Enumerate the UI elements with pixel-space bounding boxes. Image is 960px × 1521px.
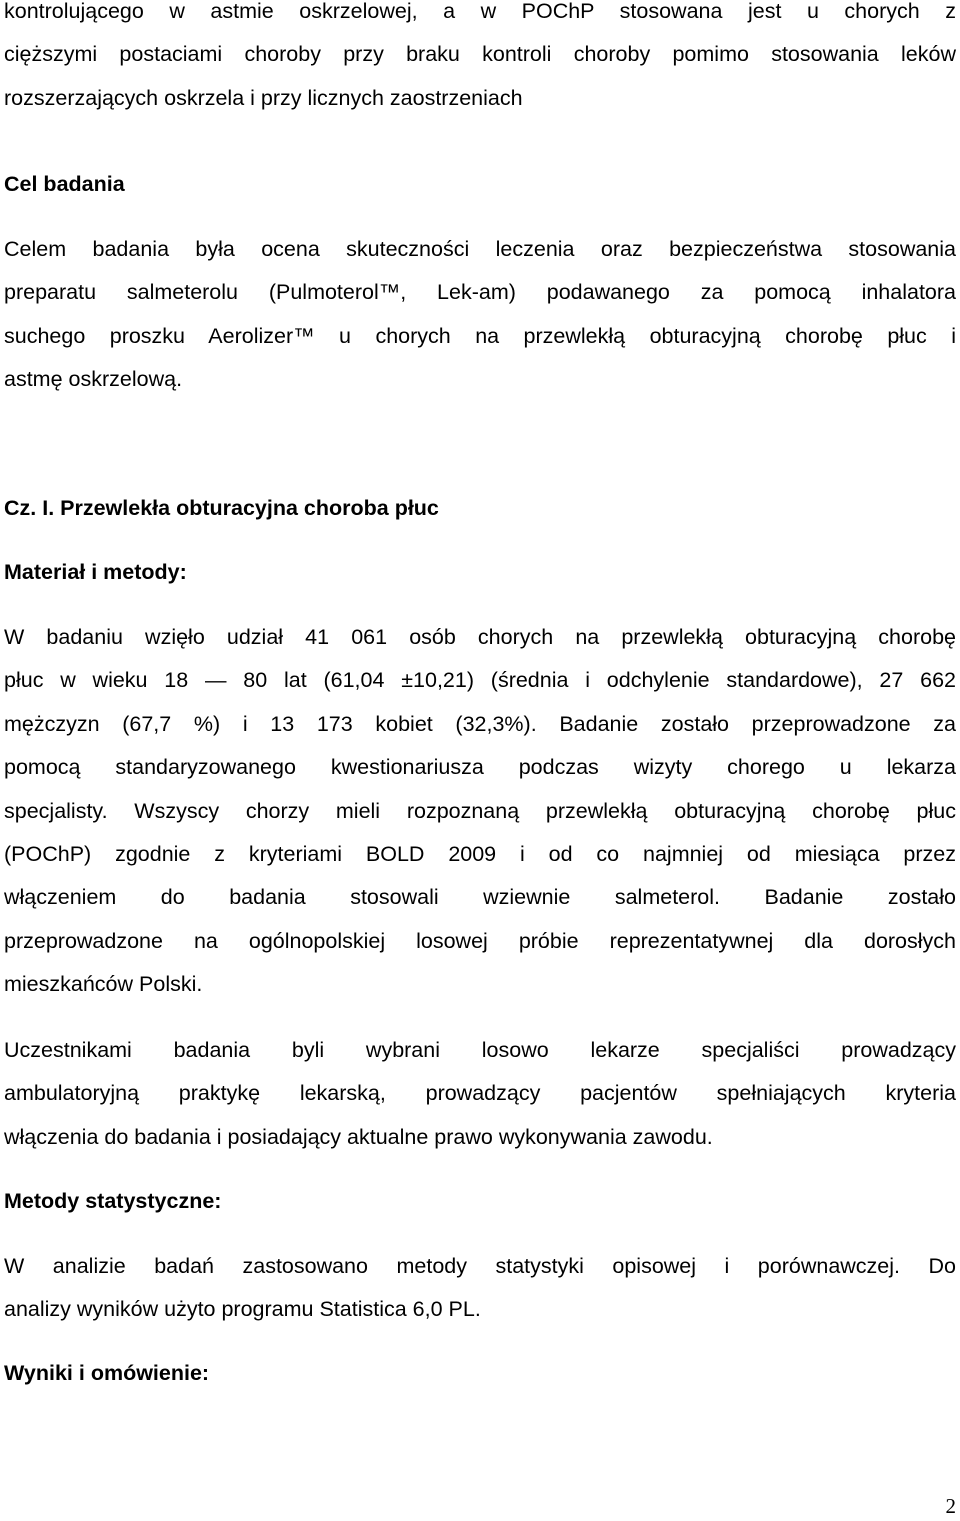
page-number: 2	[945, 1494, 956, 1518]
methods-p1-line-6: (POChP) zgodnie z kryteriami BOLD 2009 i od co najmniej od miesiąca przez	[4, 842, 956, 867]
intro-line-2: cięższymi postaciami choroby przy braku kontroli choroby pomimo stosowania leków	[4, 42, 956, 67]
methods-p1-line-1: W badaniu wzięło udział 41 061 osób chorych na przewlekłą obturacyjną chorobę	[4, 625, 956, 649]
intro-line-3: rozszerzających oskrzela i przy licznych zaostrzeniach	[4, 85, 523, 110]
methods-paragraph-1	[4, 616, 956, 1007]
intro-paragraph	[4, 0, 956, 120]
methods-p2-line-2: ambulatoryjną praktykę lekarską, prowadzący pacjentów spełniających kryteria	[4, 1081, 956, 1106]
results-heading: Wyniki i omówienie:	[4, 1361, 210, 1385]
document-page	[4, 0, 956, 1521]
methods-p1-line-9: mieszkańców Polski.	[4, 972, 203, 997]
methods-p1-line-5: specjalisty. Wszyscy chorzy mieli rozpoznaną przewlekłą obturacyjną chorobę płuc	[4, 798, 956, 823]
methods-p1-line-4: pomocą standaryzowanego kwestionariusza podczas wizyty chorego u lekarza	[4, 755, 956, 780]
aim-line-1: Celem badania była ocena skuteczności leczenia oraz bezpieczeństwa stosowania	[4, 237, 956, 261]
aim-paragraph	[4, 228, 956, 402]
methods-p1-line-8: przeprowadzone na ogólnopolskiej losowej próbie reprezentatywnej dla dorosłych	[4, 928, 956, 953]
part-heading: Cz. I. Przewlekła obturacyjna choroba płuc	[4, 496, 439, 520]
methods-paragraph-2	[4, 1029, 956, 1159]
aim-heading: Cel badania	[4, 172, 125, 196]
aim-line-3: suchego proszku Aerolizer™ u chorych na przewlekłą obturacyjną chorobę płuc i	[4, 323, 956, 348]
methods-p1-line-3: mężczyzn (67,7 %) i 13 173 kobiet (32,3%). Badanie zostało przeprowadzone za	[4, 711, 956, 736]
methods-p1-line-7: włączeniem do badania stosowali wziewnie salmeterol. Badanie zostało	[4, 885, 956, 910]
methods-p1-line-2: płuc w wieku 18 — 80 lat (61,04 ±10,21) (średnia i odchylenie standardowe), 27 662	[4, 668, 956, 693]
aim-line-2: preparatu salmeterolu (Pulmoterol™, Lek-am) podawanego za pomocą inhalatora	[4, 280, 956, 305]
statistics-paragraph	[4, 1245, 956, 1332]
methods-p2-line-3: włączenia do badania i posiadający aktualne prawo wykonywania zawodu.	[4, 1124, 713, 1149]
intro-line-1: kontrolującego w astmie oskrzelowej, a w POChP stosowana jest u chorych z	[4, 0, 956, 23]
methods-heading: Materiał i metody:	[4, 560, 187, 584]
aim-line-4: astmę oskrzelową.	[4, 367, 183, 392]
statistics-line-1: W analizie badań zastosowano metody statystyki opisowej i porównawczej. Do	[4, 1254, 956, 1278]
methods-p2-line-1: Uczestnikami badania byli wybrani losowo lekarze specjaliści prowadzący	[4, 1038, 956, 1062]
statistics-heading: Metody statystyczne:	[4, 1189, 222, 1213]
statistics-line-2: analizy wyników użyto programu Statistica 6,0 PL.	[4, 1297, 481, 1322]
